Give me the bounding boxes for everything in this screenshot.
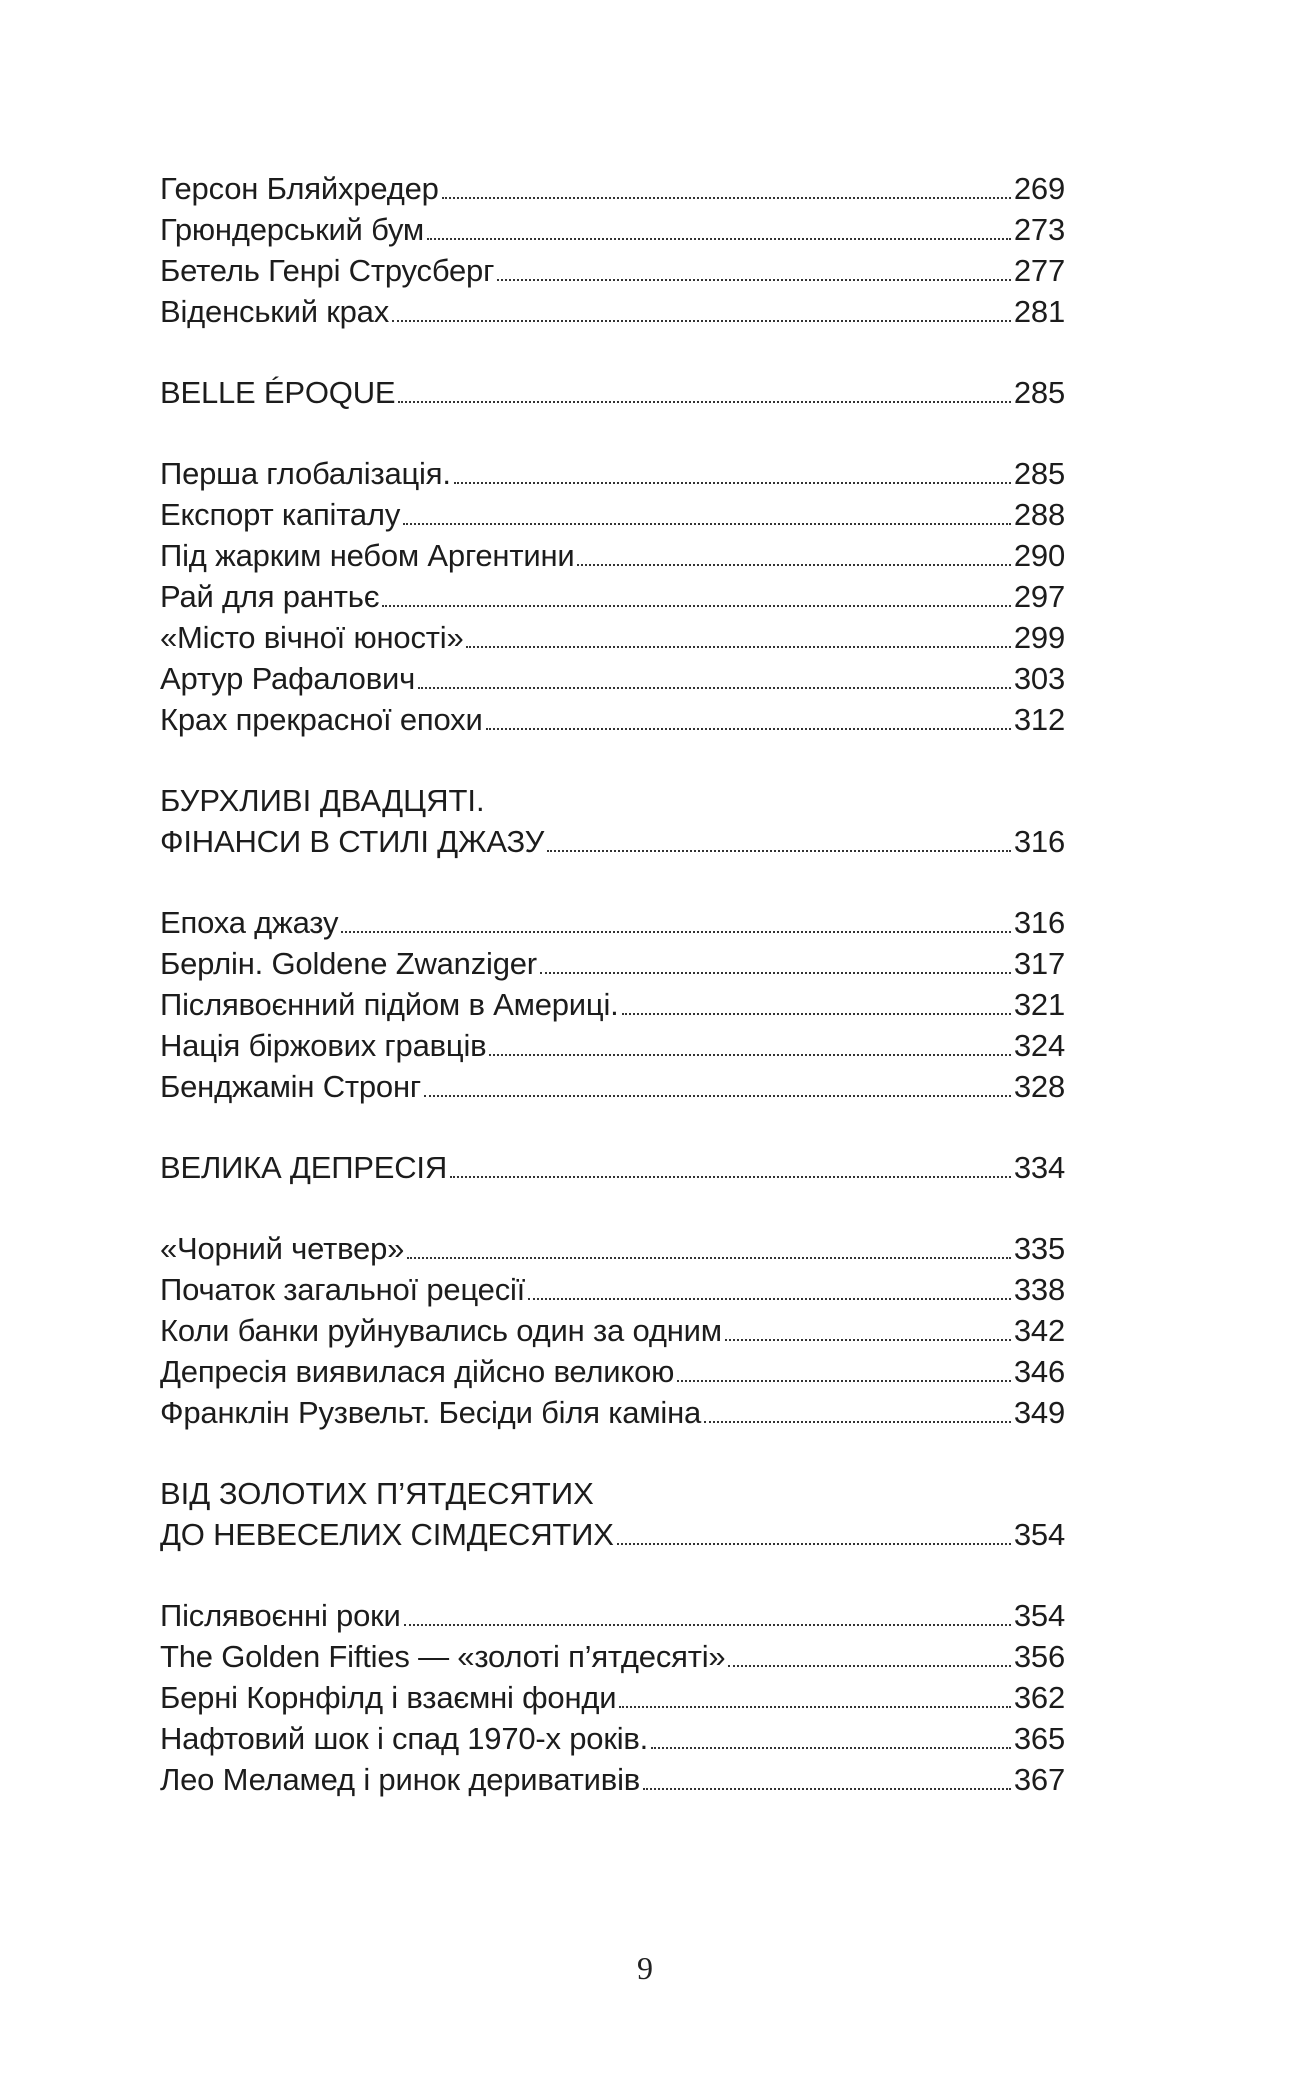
dot-leader (486, 699, 1011, 740)
dot-leader (404, 1595, 1011, 1636)
dot-leader (540, 943, 1011, 984)
dot-leader (450, 1147, 1011, 1188)
section-heading-entry (160, 372, 1065, 413)
toc-entry (160, 453, 1065, 494)
entry-page-number: 328 (1013, 1069, 1065, 1104)
entry-page-number: 303 (1013, 661, 1065, 696)
entry-title: Берні Корнфілд і взаємні фонди (160, 1680, 617, 1715)
entry-title: Післявоєнний підйом в Америці. (160, 987, 619, 1022)
dot-leader (418, 658, 1011, 699)
dot-leader (392, 291, 1011, 332)
entry-title: Грюндерський бум (160, 212, 425, 247)
entry-page-number: 356 (1013, 1639, 1065, 1674)
toc-group (160, 168, 1065, 332)
entry-page-number: 299 (1013, 620, 1065, 655)
entry-page-number: 316 (1013, 905, 1065, 940)
toc-entry (160, 1759, 1065, 1800)
toc-group (160, 1473, 1065, 1800)
dot-leader (407, 1228, 1011, 1269)
section-heading (160, 1473, 1065, 1555)
section-heading-line: БУРХЛИВІ ДВАДЦЯТІ. (160, 783, 485, 818)
entry-title: Нафтовий шок і спад 1970-х років. (160, 1721, 649, 1756)
dot-leader (466, 617, 1010, 658)
entry-title: BELLE ÉPOQUE (160, 375, 396, 410)
entry-page-number: 316 (1013, 824, 1065, 859)
dot-leader (651, 1718, 1011, 1759)
entry-title: Початок загальної рецесії (160, 1272, 526, 1307)
entry-page-number: 277 (1013, 253, 1065, 288)
toc-entry (160, 943, 1065, 984)
dot-leader (382, 576, 1011, 617)
table-of-contents (160, 168, 1065, 1800)
entry-page-number: 362 (1013, 1680, 1065, 1715)
entry-page-number: 365 (1013, 1721, 1065, 1756)
dot-leader (622, 984, 1011, 1025)
entry-page-number: 342 (1013, 1313, 1065, 1348)
page-number: 9 (637, 1950, 653, 1986)
entry-page-number: 338 (1013, 1272, 1065, 1307)
entry-page-number: 354 (1013, 1598, 1065, 1633)
toc-entry (160, 168, 1065, 209)
entry-title: Нація біржових гравців (160, 1028, 487, 1063)
entry-page-number: 367 (1013, 1762, 1065, 1797)
dot-leader (403, 494, 1011, 535)
dot-leader (398, 372, 1011, 413)
entry-title: Перша глобалізація. (160, 456, 451, 491)
toc-entry (160, 576, 1065, 617)
toc-group (160, 372, 1065, 740)
dot-leader (497, 250, 1011, 291)
entry-page-number: 285 (1013, 375, 1065, 410)
toc-entry (160, 1677, 1065, 1718)
dot-leader (577, 535, 1010, 576)
entry-page-number: 288 (1013, 497, 1065, 532)
toc-entry (160, 250, 1065, 291)
entry-title: Коли банки руйнувались один за одним (160, 1313, 722, 1348)
entry-page-number: 324 (1013, 1028, 1065, 1063)
entry-page-number: 334 (1013, 1150, 1065, 1185)
entry-title: Епоха джазу (160, 905, 339, 940)
toc-group (160, 780, 1065, 1107)
entry-page-number: 273 (1013, 212, 1065, 247)
dot-leader (617, 1514, 1011, 1555)
entry-page-number: 297 (1013, 579, 1065, 614)
dot-leader (704, 1392, 1011, 1433)
dot-leader (528, 1269, 1011, 1310)
entry-page-number: 281 (1013, 294, 1065, 329)
section-heading (160, 372, 1065, 413)
entry-title: Герсон Бляйхредер (160, 171, 439, 206)
toc-entry (160, 1636, 1065, 1677)
entry-title: Депресія виявилася дійсно великою (160, 1354, 675, 1389)
entry-page-number: 354 (1013, 1517, 1065, 1552)
entry-page-number: 346 (1013, 1354, 1065, 1389)
toc-entry (160, 1392, 1065, 1433)
toc-entry (160, 1066, 1065, 1107)
toc-entry (160, 984, 1065, 1025)
entry-page-number: 321 (1013, 987, 1065, 1022)
section-heading-entry (160, 821, 1065, 862)
entry-page-number: 269 (1013, 171, 1065, 206)
entry-page-number: 290 (1013, 538, 1065, 573)
dot-leader (677, 1351, 1011, 1392)
entry-page-number: 335 (1013, 1231, 1065, 1266)
toc-entry (160, 1269, 1065, 1310)
toc-entry (160, 658, 1065, 699)
dot-leader (454, 453, 1011, 494)
section-heading-entry (160, 1514, 1065, 1555)
dot-leader (643, 1759, 1011, 1800)
dot-leader (427, 209, 1011, 250)
toc-entry (160, 617, 1065, 658)
section-heading (160, 780, 1065, 862)
entry-title: Артур Рафалович (160, 661, 416, 696)
toc-entry (160, 1351, 1065, 1392)
dot-leader (424, 1066, 1011, 1107)
section-heading-line: ВІД ЗОЛОТИХ П’ЯТДЕСЯТИХ (160, 1476, 594, 1511)
toc-group (160, 1147, 1065, 1433)
entry-title: Післявоєнні роки (160, 1598, 401, 1633)
toc-entry (160, 699, 1065, 740)
toc-entry (160, 902, 1065, 943)
toc-entry (160, 1025, 1065, 1066)
dot-leader (489, 1025, 1010, 1066)
entry-title: «Чорний четвер» (160, 1231, 405, 1266)
entry-title: ВЕЛИКА ДЕПРЕСІЯ (160, 1150, 448, 1185)
entry-title: Віденський крах (160, 294, 390, 329)
entry-title: Франклін Рузвельт. Бесіди біля каміна (160, 1395, 702, 1430)
entry-title: Експорт капіталу (160, 497, 401, 532)
entry-title: The Golden Fifties — «золоті п’ятдесяті» (160, 1639, 726, 1674)
entry-title: Крах прекрасної епохи (160, 702, 483, 737)
toc-entry (160, 209, 1065, 250)
entry-title: Бетель Генрі Струсберг (160, 253, 495, 288)
entry-page-number: 317 (1013, 946, 1065, 981)
entry-page-number: 349 (1013, 1395, 1065, 1430)
toc-entry (160, 1595, 1065, 1636)
dot-leader (547, 821, 1011, 862)
entry-title: Бенджамін Стронг (160, 1069, 421, 1104)
dot-leader (725, 1310, 1011, 1351)
dot-leader (619, 1677, 1010, 1718)
entry-title: Лео Меламед і ринок деривативів (160, 1762, 641, 1797)
entry-page-number: 312 (1013, 702, 1065, 737)
section-heading-entry (160, 1147, 1065, 1188)
toc-entry (160, 1310, 1065, 1351)
toc-entry (160, 291, 1065, 332)
toc-entry (160, 535, 1065, 576)
entry-title: ФІНАНСИ В СТИЛІ ДЖАЗУ (160, 824, 545, 859)
dot-leader (442, 168, 1011, 209)
entry-title: «Місто вічної юності» (160, 620, 464, 655)
toc-entry (160, 1718, 1065, 1759)
toc-entry (160, 494, 1065, 535)
entry-title: Під жарким небом Аргентини (160, 538, 575, 573)
entry-page-number: 285 (1013, 456, 1065, 491)
entry-title: Берлін. Goldene Zwanziger (160, 946, 537, 981)
toc-entry (160, 1228, 1065, 1269)
dot-leader (728, 1636, 1010, 1677)
entry-title: Рай для рантьє (160, 579, 380, 614)
section-heading (160, 1147, 1065, 1188)
dot-leader (341, 902, 1011, 943)
entry-title: ДО НЕВЕСЕЛИХ СІМДЕСЯТИХ (160, 1517, 614, 1552)
